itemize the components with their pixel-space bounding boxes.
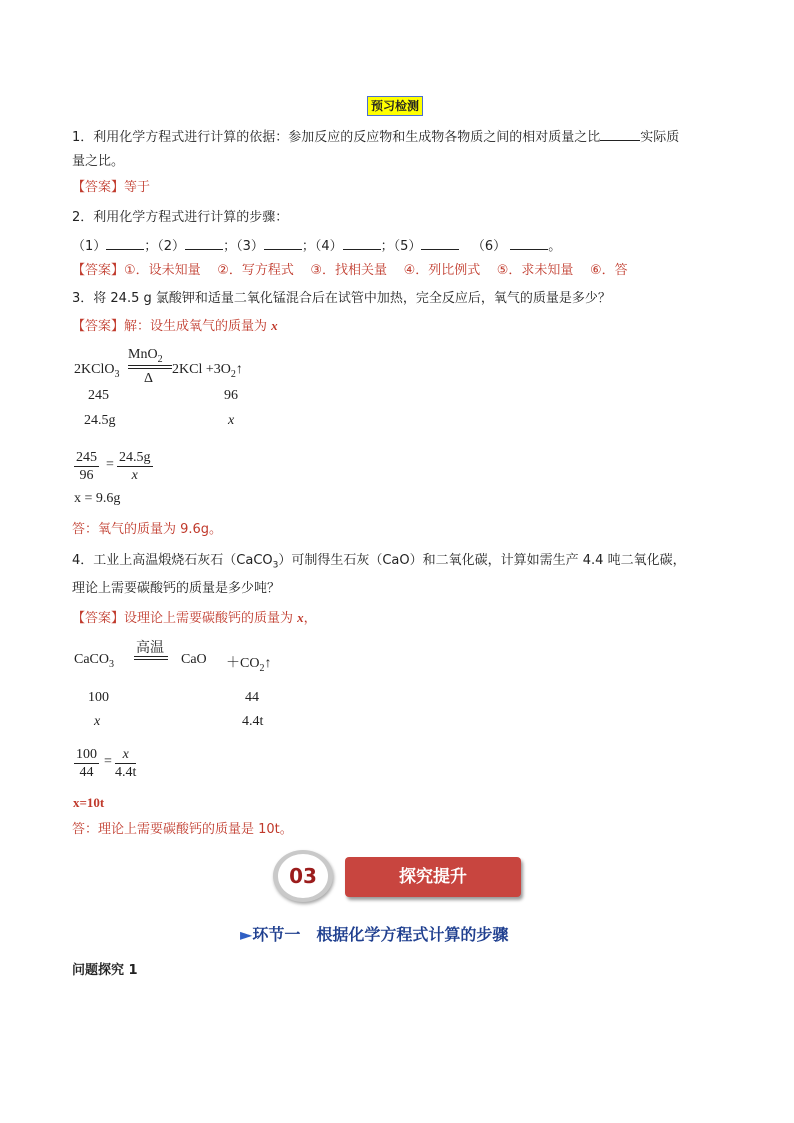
- subsection-title: 环节一 根据化学方程式计算的步骤: [252, 925, 509, 944]
- blank: [343, 236, 381, 250]
- product-formula: [172, 362, 243, 380]
- answer-step: ③．找相关量: [310, 263, 388, 278]
- answer-step: ⑤．求未知量: [496, 263, 574, 278]
- question-1-answer: [72, 179, 150, 197]
- question-4-answer: [72, 609, 317, 628]
- fraction-numerator: 245: [76, 450, 97, 465]
- formula-text: 2KCl +3O: [172, 362, 231, 377]
- answer-text: 等于: [124, 180, 151, 195]
- blank: [185, 236, 223, 250]
- question-2-answer: [72, 262, 628, 280]
- question-1-text: 1．利用化学方程式进行计算的依据：参加反应的反应物和生成物各物质之间的相对质量之比: [72, 130, 601, 145]
- subscript: 2: [230, 368, 236, 380]
- answer-tag: 【答案】: [72, 180, 125, 195]
- question-4-text: [72, 552, 686, 575]
- question-text: ）可制得生石灰（CaO）和二氧化碳，计算如需生产 4.4 吨二氧化碳，: [278, 553, 686, 568]
- result: x=10t: [73, 795, 105, 810]
- question-3-conclusion: 答：氧气的质量为 9.6g。: [72, 522, 223, 537]
- section-number: 03: [278, 854, 328, 898]
- problem-label: 问题探究 1: [72, 963, 138, 978]
- reactant-formula: [74, 362, 119, 380]
- relative-mass-right: 96: [224, 388, 238, 403]
- gas-arrow-icon: ↑: [264, 656, 272, 671]
- section-number-badge: [273, 850, 333, 902]
- question-1-text-tail: 实际质: [640, 130, 680, 145]
- answer-step: ①．设未知量: [124, 263, 201, 278]
- answer-text: 设理论上需要碳酸钙的质量为: [124, 611, 294, 626]
- reaction-bar: [128, 365, 172, 366]
- relative-mass-left: 245: [88, 388, 109, 403]
- question-2-blanks: [72, 236, 561, 256]
- blank-label: ；（4）: [301, 239, 343, 254]
- section-banner: 探究提升: [345, 857, 521, 897]
- answer-text: 解：设生成氧气的质量为: [124, 319, 268, 334]
- subscript: 3: [114, 368, 120, 380]
- formula-text: ＋CO: [226, 656, 260, 671]
- ratio-fraction-right: [117, 449, 153, 484]
- blank: [421, 236, 459, 250]
- fraction-numerator: x: [115, 746, 136, 764]
- blank: [510, 236, 548, 250]
- blank-label: （1）: [72, 239, 107, 254]
- ratio-fraction-left: [74, 746, 99, 781]
- result: x = 9.6g: [74, 491, 121, 506]
- formula-text: 2KClO: [74, 362, 115, 377]
- equals-sign: =: [106, 457, 114, 472]
- variable: x: [297, 610, 304, 625]
- fraction-denominator: x: [131, 468, 138, 483]
- reaction-bar: [128, 368, 172, 369]
- question-3-text: 3．将 24.5 g 氯酸钾和适量二氧化锰混合后在试管中加热，完全反应后，氧气的质量是多少？: [72, 291, 611, 306]
- blank-label: ；（2）: [144, 239, 186, 254]
- catalyst-label: [128, 347, 163, 365]
- subscript: 3: [109, 658, 114, 670]
- blank: [264, 236, 302, 250]
- question-4-line2: 理论上需要碳酸钙的质量是多少吨？: [72, 581, 281, 596]
- subscript: 2: [259, 662, 265, 674]
- relative-mass-left: 100: [88, 690, 109, 705]
- heat-condition: Δ: [144, 371, 154, 386]
- punctuation: ，: [303, 611, 317, 626]
- answer-step: ⑥．答: [589, 263, 628, 278]
- catalyst-text: MnO: [128, 347, 158, 362]
- fraction-denominator: 4.4t: [115, 765, 137, 780]
- reactant-formula: [74, 652, 114, 670]
- answer-step: ④．列比例式: [403, 263, 481, 278]
- product-2: [226, 652, 271, 674]
- reaction-bar: [134, 656, 168, 657]
- answer-tag: 【答案】: [72, 611, 125, 626]
- blank-label: （6）: [471, 239, 507, 254]
- question-text: 4．工业上高温煅烧石灰石（CaCO: [72, 553, 273, 568]
- reaction-bar: [134, 659, 168, 660]
- relative-mass-right: 44: [245, 690, 259, 705]
- product-1: CaO: [181, 652, 207, 667]
- blank: [106, 236, 144, 250]
- condition-label: 高温: [136, 641, 164, 656]
- variable: x: [271, 318, 278, 333]
- answer-step: ②．写方程式: [217, 263, 294, 278]
- question-1-line2: 量之比。: [72, 154, 125, 169]
- section-title: 预习检测: [367, 96, 423, 116]
- actual-mass-left: 24.5g: [84, 413, 116, 428]
- subscript: 3: [272, 560, 279, 571]
- formula-text: CaCO: [74, 652, 109, 667]
- ratio-fraction-right: [115, 746, 136, 781]
- question-2-text: 2．利用化学方程式进行计算的步骤：: [72, 210, 289, 225]
- gas-arrow-icon: ↑: [235, 362, 243, 377]
- fraction-denominator: 96: [79, 468, 94, 483]
- answer-tag: 【答案】: [72, 319, 125, 334]
- fraction-denominator: 44: [79, 765, 94, 780]
- actual-mass-right: x: [228, 413, 235, 428]
- subsection-heading: [240, 922, 508, 945]
- actual-mass-left: x: [94, 714, 101, 729]
- subscript: 2: [157, 353, 163, 365]
- actual-mass-right: 4.4t: [242, 714, 264, 729]
- fraction-numerator: 100: [76, 747, 97, 762]
- blank-label: ；（5）: [380, 239, 422, 254]
- triangle-marker-icon: ►: [240, 925, 253, 944]
- answer-tag: 【答案】: [72, 263, 125, 278]
- blank-label: 。: [548, 239, 562, 254]
- question-1: [72, 127, 679, 147]
- ratio-fraction-left: [74, 449, 99, 484]
- blank: [600, 127, 640, 141]
- question-4-conclusion: 答：理论上需要碳酸钙的质量是 10t。: [72, 822, 293, 837]
- fraction-numerator: 24.5g: [119, 450, 151, 465]
- blank-label: ；（3）: [223, 239, 264, 254]
- question-3-answer: [72, 317, 278, 336]
- equals-sign: =: [104, 754, 112, 769]
